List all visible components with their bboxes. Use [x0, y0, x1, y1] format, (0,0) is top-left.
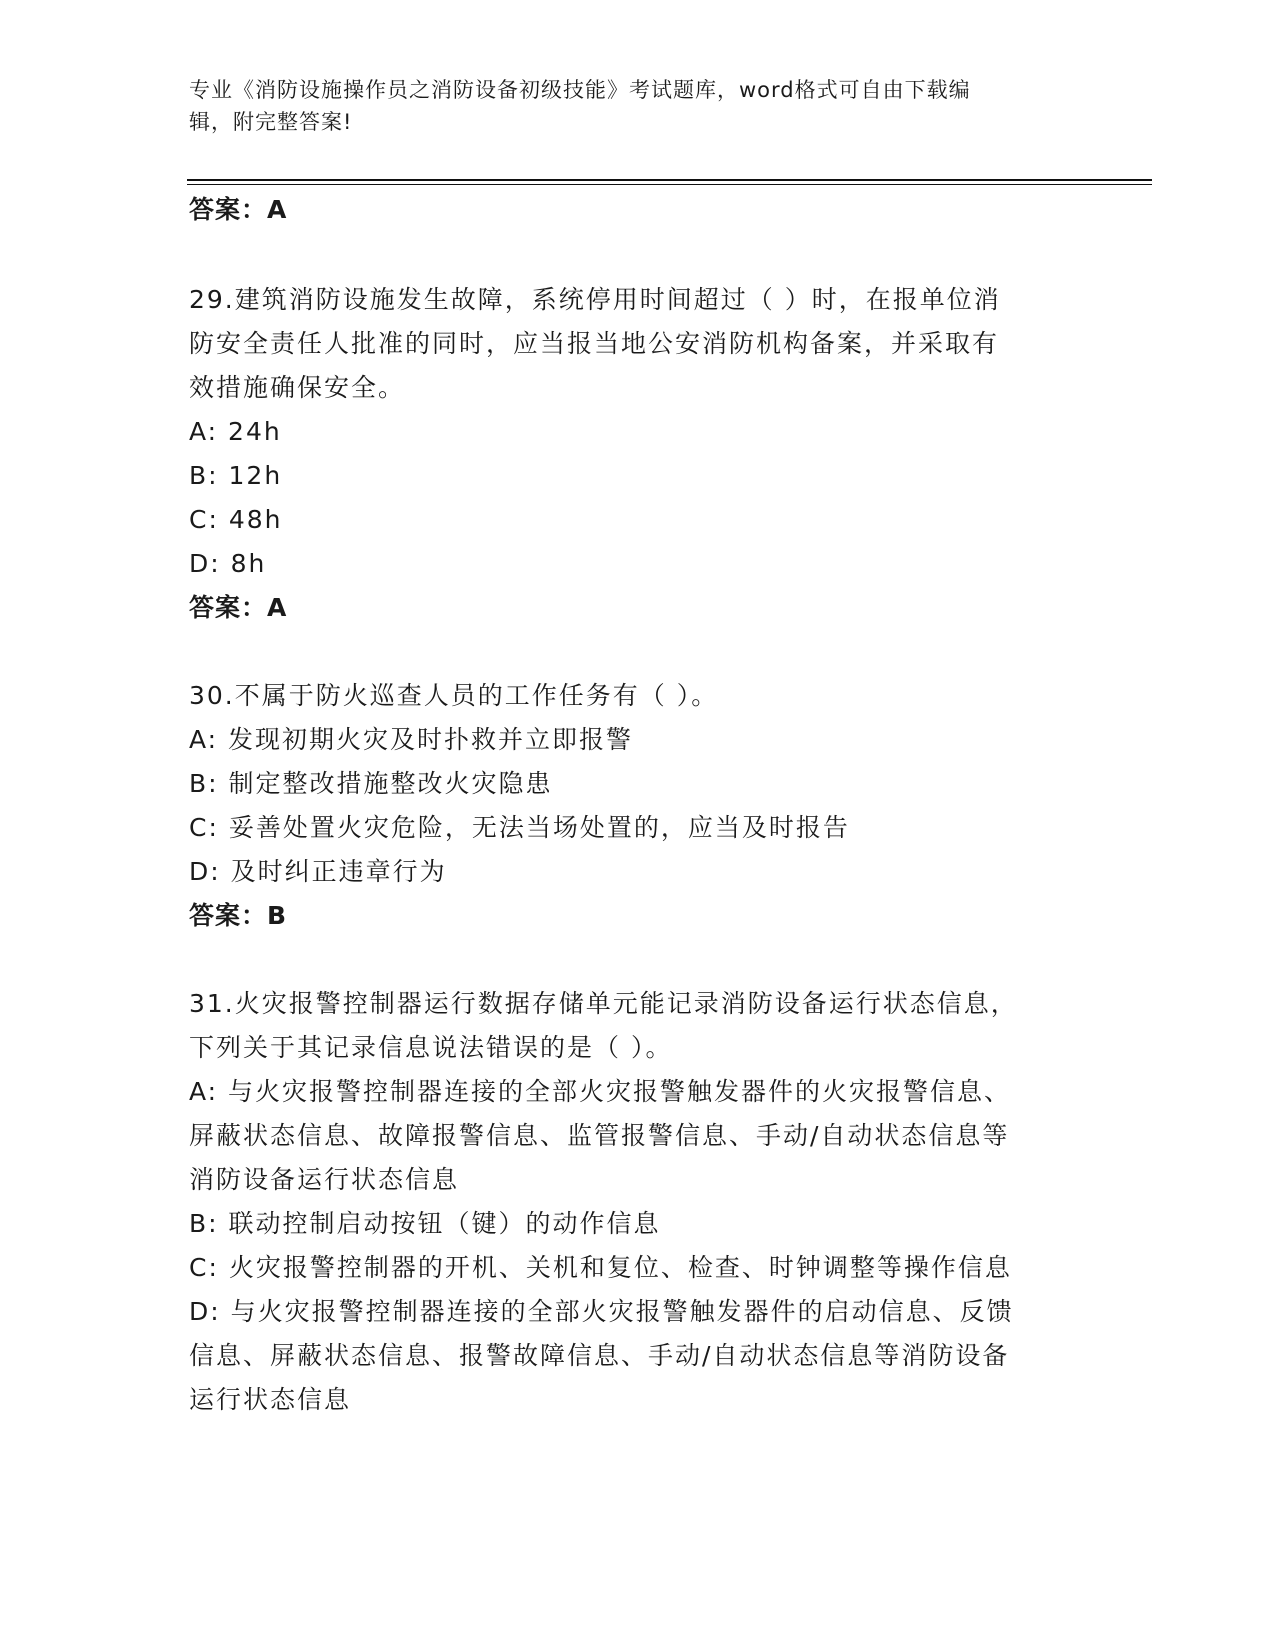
- q29-stem-line-2: 防安全责任人批准的同时，应当报当地公安消防机构备案，并采取有: [189, 329, 1000, 358]
- q29-option-d: D: 8h: [189, 549, 267, 578]
- q31-option-d-line-2: 信息、屏蔽状态信息、报警故障信息、手动/自动状态信息等消防设备: [189, 1341, 1010, 1370]
- q29-answer: 答案：A: [189, 593, 288, 622]
- q29-option-b: B: 12h: [189, 461, 283, 490]
- q29-stem-line-1: 29.建筑消防设施发生故障，系统停用时间超过（ ）时，在报单位消: [189, 285, 1001, 314]
- header-line-2: 辑，附完整答案!: [189, 110, 353, 134]
- q30-option-c: C: 妥善处置火灾危险，无法当场处置的，应当及时报告: [189, 813, 850, 842]
- q31-option-d-line-1: D: 与火灾报警控制器连接的全部火灾报警触发器件的启动信息、反馈: [189, 1297, 1014, 1326]
- q29-stem-line-3: 效措施确保安全。: [189, 373, 406, 402]
- q31-stem-line-2: 下列关于其记录信息说法错误的是（ ）。: [189, 1033, 673, 1062]
- q29-option-a: A: 24h: [189, 417, 282, 446]
- q31-option-c: C: 火灾报警控制器的开机、关机和复位、检查、时钟调整等操作信息: [189, 1253, 1012, 1282]
- q30-option-a: A: 发现初期火灾及时扑救并立即报警: [189, 725, 634, 754]
- q31-option-a-line-1: A: 与火灾报警控制器连接的全部火灾报警触发器件的火灾报警信息、: [189, 1077, 1012, 1106]
- header-divider-thin: [187, 184, 1152, 185]
- q29-option-c: C: 48h: [189, 505, 283, 534]
- header-divider-thick: [187, 179, 1152, 181]
- q30-answer: 答案：B: [189, 901, 288, 930]
- q31-option-a-line-2: 屏蔽状态信息、故障报警信息、监管报警信息、手动/自动状态信息等: [189, 1121, 1010, 1150]
- q31-option-b: B: 联动控制启动按钮（键）的动作信息: [189, 1209, 661, 1238]
- q30-stem-line-1: 30.不属于防火巡查人员的工作任务有（ ）。: [189, 681, 719, 710]
- header-line-1: 专业《消防设施操作员之消防设备初级技能》考试题库，word格式可自由下载编: [189, 78, 971, 102]
- answer-prev: 答案：A: [189, 195, 288, 224]
- q30-option-b: B: 制定整改措施整改火灾隐患: [189, 769, 553, 798]
- q31-stem-line-1: 31.火灾报警控制器运行数据存储单元能记录消防设备运行状态信息，: [189, 989, 1018, 1018]
- q31-option-a-line-3: 消防设备运行状态信息: [189, 1165, 460, 1194]
- q30-option-d: D: 及时纠正违章行为: [189, 857, 447, 886]
- document-header: [189, 74, 1089, 138]
- q31-option-d-line-3: 运行状态信息: [189, 1385, 352, 1414]
